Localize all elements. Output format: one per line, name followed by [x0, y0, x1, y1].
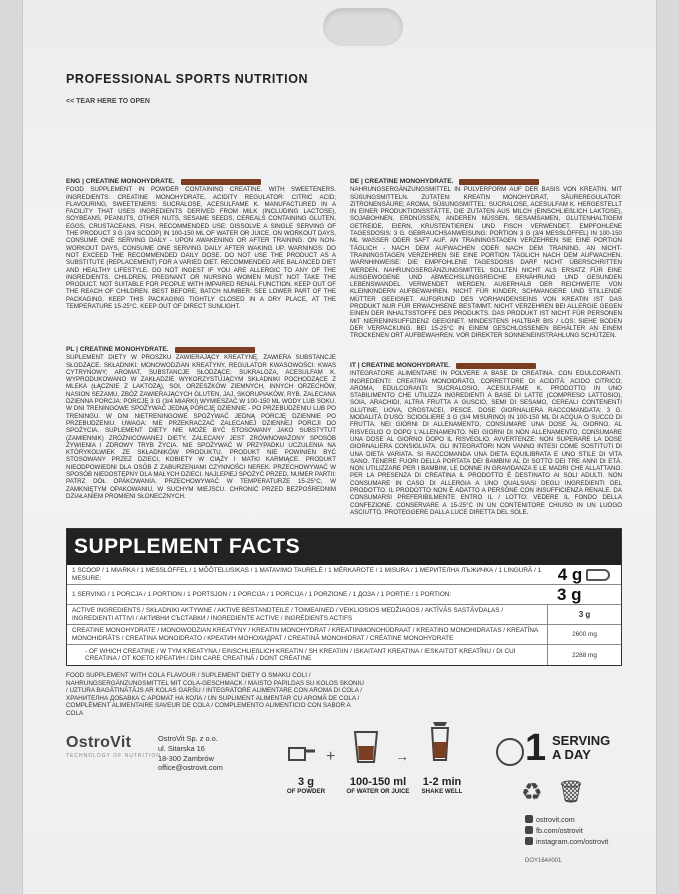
serving-count: 1 [525, 727, 547, 769]
step-powder [276, 776, 336, 795]
serving-value: 3 g [557, 584, 582, 604]
step-amount: 100-150 ml [349, 776, 407, 788]
plus-icon: + [326, 748, 336, 765]
logo-subtitle: TECHNOLOGY OF NUTRITION [66, 753, 161, 759]
facts-row-active [67, 605, 621, 625]
lang-block-pl [66, 346, 336, 516]
step-description: OF POWDER [286, 788, 326, 795]
facts-row-text: CREATINE MONOHYDRATE / MONOWODZIAN KREATYNY / KREATIN MONOHYDRAT / KREATIINMONOHÜDRAAT / KREATINO MONOHIDRATAS / KREATĪNA MONOHIDRĀTS / CREATINA MONOIDRATO / КРЕАТИН МОНОХИДРАТ / CREATINĂ MONOHIDRAT / CRÉATINE MONOHYDRATE [72, 627, 538, 642]
hang-hole [323, 8, 403, 46]
trash-bin-icon: 🗑 [557, 779, 585, 804]
brand-title: PROFESSIONAL SPORTS NUTRITION [66, 72, 309, 86]
supplement-facts-title: SUPPLEMENT FACTS [67, 529, 621, 565]
address-line: 18-300 Zambrów [158, 753, 214, 763]
ingredients-columns [66, 178, 622, 516]
instagram-icon [525, 837, 533, 845]
lang-block-eng [66, 178, 336, 338]
lang-text-de: NAHRUNGSERGÄNZUNGSMITTEL IN PULVERFORM AUF DER BASIS VON KREATIN. MIT SÜßUNGSMITTELN. ZUTATEN: KREATIN MONOHYDRAT, SÄUREREGULATOR: ZITRONENSÄURE; AROMA, SÜßUNGSMITTEL: SUCRALOSE, ACESULFAM K. HERGESTELLT IN EINER PRODUKTIONSSTÄTTE, DIE ZUTATEN AUS MILCH (EINSCHLIEßLICH LAKTOSE), SOJABOHNEN, ERDNÜSSEN, ANDEREN NÜSSEN, SESAMSAMEN, GLUTENHALTIGEM GETREIDE, EIERN, KRUSTENTIEREN UND FISCH VERWENDET. EMPFOHLENE TAGESDOSIS: 3 G. GEBRAUCHSANWEISUNG: PORTION 3 G (3/4 MESSLÖFFEL) IN 100-150 ML WASSER ODER SAFT AUF. AN TRAININGSTAGEN VERZEHREN SIE EINE PORTION TÄGLICH - NACH DEM AUFWACHEN ODER NACH DEM TRAINING. AN NICHT-TRAININGSTAGEN VERZEHREN SIE EINE PORTION TÄGLICH NACH DEM AUFWACHEN. WARNHINWEISE: DIE EMPFOHLENE TAGESDOSIS DARF NICHT ÜBERSCHRITTEN WERDEN. NAHRUNGSERGÄNZUNGSMITTEL SOLLTEN NICHT ALS ERSATZ FÜR EINE AUSGEWOGENE UND ABWECHSLUNGSREICHE ERNÄHRUNG UND GESUNDEN LEBENSWANDEL VERWENDET WERDEN. AUßERHALB DER REICHWEITE VON KLEINKINDERN AUFBEWAHREN. NICHT FÜR KINDER, SCHWANGERE UND STILLENDE MÜTTER GEEIGNET. AUFGRUND DES VORHANDENSEINS VON KREATIN IST DAS PRODUKT NUR FÜR ERWACHSENE BESTIMMT. NICHT VERZEHREN BEI ALLERGIE GEGEN EINEN DER INHALTSSTOFFE DES PRODUKTS. DAS PRODUKT IST NICHT FÜR PERSONEN MIT NIERENINSUFFIZIENZ GEEIGNET. MINDESTENS HALTBAR BIS / LOS: SIEHE BODEN DER VERPACKUNG. BEI 15-25°C IN EINEM GESCHLOSSENEN BEHÄLTER AN EINEM TROCKENEN ORT AUFBEWAHREN. VOR DIREKTER SONNENEINSTRAHLUNG SCHÜTZEN. [350, 186, 622, 340]
accent-bar [181, 179, 261, 185]
social-links [525, 814, 608, 847]
shaker-step-icon [420, 716, 460, 769]
facebook-link[interactable]: fb.com/ostrovit [525, 825, 608, 836]
facts-row-text: 1 SERVING / 1 PORCJA / 1 PORTION / 1 PORTSJON / 1 PORCIJA / 1 PORCIJA / 1 PORZIONE / 1 ДОЗА / 1 PORȚIE / 1 PORTION: [72, 590, 452, 598]
glass-step-icon [346, 730, 386, 769]
scoop-value: 4 g [557, 564, 583, 584]
serving-line: A DAY [552, 747, 591, 762]
step-description: OF WATER OR JUICE [346, 788, 410, 795]
facts-row-of-which [67, 645, 621, 665]
accent-bar [456, 363, 536, 369]
product-code: DOY164#001 [525, 858, 562, 864]
lang-text-it: INTEGRATORE ALIMENTARE IN POLVERE A BASE DI CREATINA. CON EDULCORANTI. INGREDIENTI: CREATINA MONOIDRATO, CORRETTORE DI ACIDITÀ: ACIDO CITRICO; AROMA, EDULCORANTI: SUCRALOSIO, ACESULFAME K. PRODOTTO IN UNO STABILIMENTO CHE UTILIZZA INGREDIENTI A BASE DI LATTE (COMPRESO LATTOSIO), SOIA, ARACHIDI, ALTRA FRUTTA A GUSCIO, SEMI DI SESAMO, CEREALI CONTENENTI GLUTINE, UOVA, CROSTACEI, PESCE. DOSE GIORNALIERA RACCOMANDATA: 3 G. MODALITÀ D'USO: SCIOGLIERE 3 G (3/4 MISURINO) IN 100-150 ML DI ACQUA O SUCCO DI FRUTTA. NEI GIORNI DI ALLENAMENTO, CONSUMARE UNA DOSE AL GIORNO, AL RISVEGLIO O DOPO L'ALLENAMENTO. NEI GIORNI DI NON ALLENAMENTO, CONSUMARE UNA DOSE AL GIORNO DOPO IL RISVEGLIO. AVVERTENZE: NON SUPERARE LA DOSE GIORNALIERA CONSIGLIATA. GLI INTEGRATORI NON VANNO INTESI COME SOSTITUTI DI UNA DIETA VARIATA. SI RACCOMANDA UNA DIETA EQUILIBRATA E UNO STILE DI VITA SANO. TENERE FUORI DELLA PORTATA DEI BAMBINI AL DI SOTTO DEI TRE ANNI DI ETÀ. NON UTILIZZARE PER I BAMBINI, LE DONNE IN GRAVIDANZA E LE MADRI CHE ALLATTANO. PER LA PRESENZA DI CREATINA IL PRODOTTO È DESTINATO AI SOLI ADULTI. NON CONSUMARE IN CASO DI ALLERGIA A UNO QUALSIASI DEGLI INGREDIENTI DEL PRODOTTO. IL PRODOTTO NON È ADATTO A PERSONE CON INSUFFICIENZA RENALE. DA CONSUMARSI PREFERIBILMENTE ENTRO IL / LOTTO: VEDERE IL FONDO DELLA CONFEZIONE. CONSERVARE A 15-25°C IN UN CONTENITORE CHIUSO IN UN LUOGO ASCIUTTO. PROTEGGERE DALLA LUCE DIRETTA DEL SOLE. [350, 370, 622, 516]
lang-block-de [350, 178, 622, 358]
facts-row-text: - OF WHICH CREATINE / W TYM KREATYNA / EINSCHLIEßLICH KREATIN / SH KREATIIN / ISKAITANT KREATINA / IESKAITOT KREATĪNU / DI CUI CREATINA / ОТ КОЕТО КРЕАТИН / DIN CARE CREATINĂ / DONT CRÉATINE [85, 647, 516, 662]
address-line: OstroVit Sp. z o.o. [158, 734, 218, 743]
supplement-facts-table [66, 528, 622, 666]
accent-bar [175, 347, 255, 353]
lang-block-it [350, 362, 622, 516]
lang-text-eng: FOOD SUPPLEMENT IN POWDER CONTAINING CREATINE. WITH SWEETENERS. INGREDIENTS: CREATINE MONOHYDRATE, ACIDITY REGULATOR: CITRIC ACID; FLAVOURING, SWEETENERS: SUCRALOSE, ACESULFAME K. MANUFACTURED IN A FACILITY THAT USES INGREDIENTS DERIVED FROM MILK (INCLUDING LACTOSE), SOYBEANS, PEANUTS, OTHER NUTS, SESAME SEEDS, CEREALS CONTAINING GLUTEN, EGGS, CRUSTACEANS, FISH. RECOMMENDED USE: DISSOLVE A SINGLE SERVING OF THE PRODUCT 3 G (3/4 SCOOP) IN 100-150 ML OF WATER OR JUICE. ON WORKOUT DAYS, CONSUME ONE SERVING DAILY - UPON AWAKENING OR AFTER TRAINING. ON NON-WORKOUT DAYS, CONSUME ONE SERVING DAILY AFTER WAKING UP. WARNINGS: DO NOT EXCEED THE RECOMMENDED DAILY DOSE. DO NOT USE THE PRODUCT AS A SUBSTITUTE (REPLACEMENT) FOR A VARIED DIET. RECOMMENDED ARE BALANCED DIET AND HEALTHY LIFESTYLE. DO NOT INGEST IF YOU ARE ALLERGIC TO ANY OF THE INGREDIENTS. CHILDREN, PREGNANT OR NURSING WOMEN MUST NOT TAKE THE PRODUCT. NOT SUITABLE FOR PEOPLE WITH IMPAIRED RENAL FUNCTION. KEEP OUT OF THE REACH OF CHILDREN. BEST BEFORE, BATCH NUMBER: SEE LOWER PART OF THE PACKAGING. KEEP THIS PACKAGING TIGHTLY CLOSED IN A DRY PLACE, AT THE TEMPERATURE 15-25°C. KEEP OUT OF DIRECT SUNLIGHT. [66, 186, 336, 311]
lang-head-de: DE | CREATINE MONOHYDRATE. [350, 178, 454, 185]
facebook-icon [525, 826, 533, 834]
address-line: office@ostrovit.com [158, 763, 223, 773]
ostrovit-logo [66, 734, 161, 759]
lang-head-it: IT | CREATINE MONOHYDRATE. [350, 362, 451, 369]
step-amount: 3 g [298, 776, 314, 788]
of-which-value: 2288 mg [547, 645, 621, 665]
address-line: ul. Sitarska 16 [158, 743, 205, 753]
tear-here-label: << TEAR HERE TO OPEN [66, 98, 150, 105]
step-description: SHAKE WELL [421, 788, 463, 795]
facts-row-serving [67, 585, 621, 605]
lang-head-eng: ENG | CREATINE MONOHYDRATE. [66, 178, 175, 185]
facts-row-text: ACTIVE INGREDIENTS / SKŁADNIKI AKTYWNE / AKTIVE BESTANDTEILE / TOIMEAINED / VEIKLIOSIOS MEDŽIAGOS / AKTĪVĀS SASTĀVDAĻAS / INGREDIENTI ATTIVI / АКТИВНИ СЪСТАВКИ / INGREDIENTE ACTIVE / INGRÉDIENTS ACTIFS [72, 607, 504, 622]
step-water [336, 776, 420, 795]
serving-line: SERVING [552, 733, 611, 748]
lang-head-pl: PL | CREATINE MONOHYDRATE. [66, 346, 169, 353]
website-link[interactable]: ostrovit.com [525, 814, 608, 825]
company-address [158, 734, 223, 773]
step-amount: 1-2 min [422, 776, 462, 788]
clock-icon [496, 738, 524, 766]
facts-row-scoop [67, 565, 621, 585]
arrow-right-icon: → [395, 748, 409, 764]
facts-row-text: 1 SCOOP / 1 MIARKA / 1 MESSLÖFFEL / 1 MÕÕTELUSIKAS / 1 MATAVIMO TAURELĖ / 1 MĒRKAROTE / 1 MISURA / 1 МЕРИТЕЛНА ЛЪЖИЧКА / 1 LINGURĂ / 1 MESURE: [72, 567, 542, 582]
globe-icon [525, 815, 533, 823]
active-value: 3 g [547, 605, 621, 624]
scoop-step-icon [282, 742, 322, 771]
accent-bar [459, 179, 539, 185]
logo-name: OstroVit [66, 734, 132, 751]
instagram-link[interactable]: instagram.com/ostrovit [525, 836, 608, 847]
facts-row-creatine [67, 625, 621, 645]
serving-label [552, 734, 610, 762]
scoop-icon [586, 569, 610, 581]
creatine-value: 2600 mg [547, 625, 621, 644]
recycle-icon: ♻ [521, 779, 543, 806]
flavour-description: FOOD SUPPLEMENT WITH COLA FLAVOUR / SUPLEMENT DIETY O SMAKU COLI / NAHRUNGSERGÄNZUNGSMITTEL MIT COLA-GESCHMACK / MAISTO PAPILDAS SU KOLOS SKONIU / UZTURA BAGĀTINĀTĀJS AR KOLAS GARŠU / INTEGRATORE ALIMENTARE CON AROMA DI COLA / ХРАНИТЕЛНА ДОБАВКА С АРОМАТ НА КОЛА / UN SUPLIMENT ALIMENTAR CU AROMĂ DE COLA / COMPLÉMENT ALIMENTAIRE SAVEUR DE COLA / COMPLEMENTO ALIMENTICIO CON SABOR A COLA [66, 672, 364, 717]
lang-text-pl: SUPLEMENT DIETY W PROSZKU ZAWIERAJĄCY KREATYNĘ. ZAWIERA SUBSTANCJE SŁODZĄCE. SKŁADNIKI: MONOWODZIAN KREATYNY, REGULATOR KWASOWOŚCI: KWAS CYTRYNOWY; AROMAT, SUBSTANCJE SŁODZĄCE: SUKRALOZA, ACESULFAM K. WYPRODUKOWANO W ZAKŁADZIE WYKORZYSTUJĄCYM SKŁADNIKI POCHODZĄCE Z MLEKA (ŁĄCZNIE Z LAKTOZĄ), SOI, ORZESZKÓW ZIEMNYCH, INNYCH ORZECHÓW, NASION SEZAMU, ZBÓŻ ZAWIERAJĄCYCH GLUTEN, JAJ, SKORUPIAKÓW, RYB. ZALECANA DZIENNA PORCJA: PORCJĘ 3 G (3/4 MIARKI) WYMIESZAĆ W 100-150 ML WODY LUB SOKU. W DNI TRENINGOWE SPOŻYWAĆ JEDNĄ PORCJĘ DZIENNIE - PO PRZEBUDZENIU LUB PO TRENINGU. W DNI NIETRENINGOWE SPOŻYWAĆ JEDNĄ PORCJĘ DZIENNIE PO PRZEBUDZENIU. UWAGA: NIE PRZEKRACZAĆ ZALECANEJ DZIENNEJ PORCJI DO SPOŻYCIA. SUPLEMENT DIETY NIE MOŻE BYĆ STOSOWANY JAKO SUBSTYTUT (ZAMIENNIK) ZRÓŻNICOWANEJ DIETY. ZALECANY JEST ZRÓWNOWAŻONY SPOSÓB ŻYWIENIA I ZDROWY TRYB ŻYCIA. NIE SPOŻYWAĆ W PRZYPADKU UCZULENIA NA KTÓRYKOLWIEK ZE SKŁADNIKÓW PRODUKTU. PRODUKT NIE POWINIEN BYĆ STOSOWANY PRZEZ DZIECI, KOBIETY W CIĄŻY I MATKI KARMIĄCE. PRODUKT NIEODPOWIEDNI DLA OSÓB Z ZABURZENIAMI CZYNNOŚCI NEREK. PRZECHOWYWAĆ W SPOSÓB NIEDOSTĘPNY DLA MAŁYCH DZIECI. NAJLEPIEJ SPOŻYĆ PRZED, NUMER PARTII: PATRZ DÓŁ OPAKOWANIA. PRZECHOWYWAĆ W TEMPERATURZE 15-25°C, W ZAMKNIĘTYM OPAKOWANIU, W SUCHYM MIEJSCU. CHRONIĆ PRZED BEZPOŚREDNIM DZIAŁANIEM PROMIENI SŁONECZNYCH. [66, 354, 336, 500]
step-shake [412, 776, 472, 795]
